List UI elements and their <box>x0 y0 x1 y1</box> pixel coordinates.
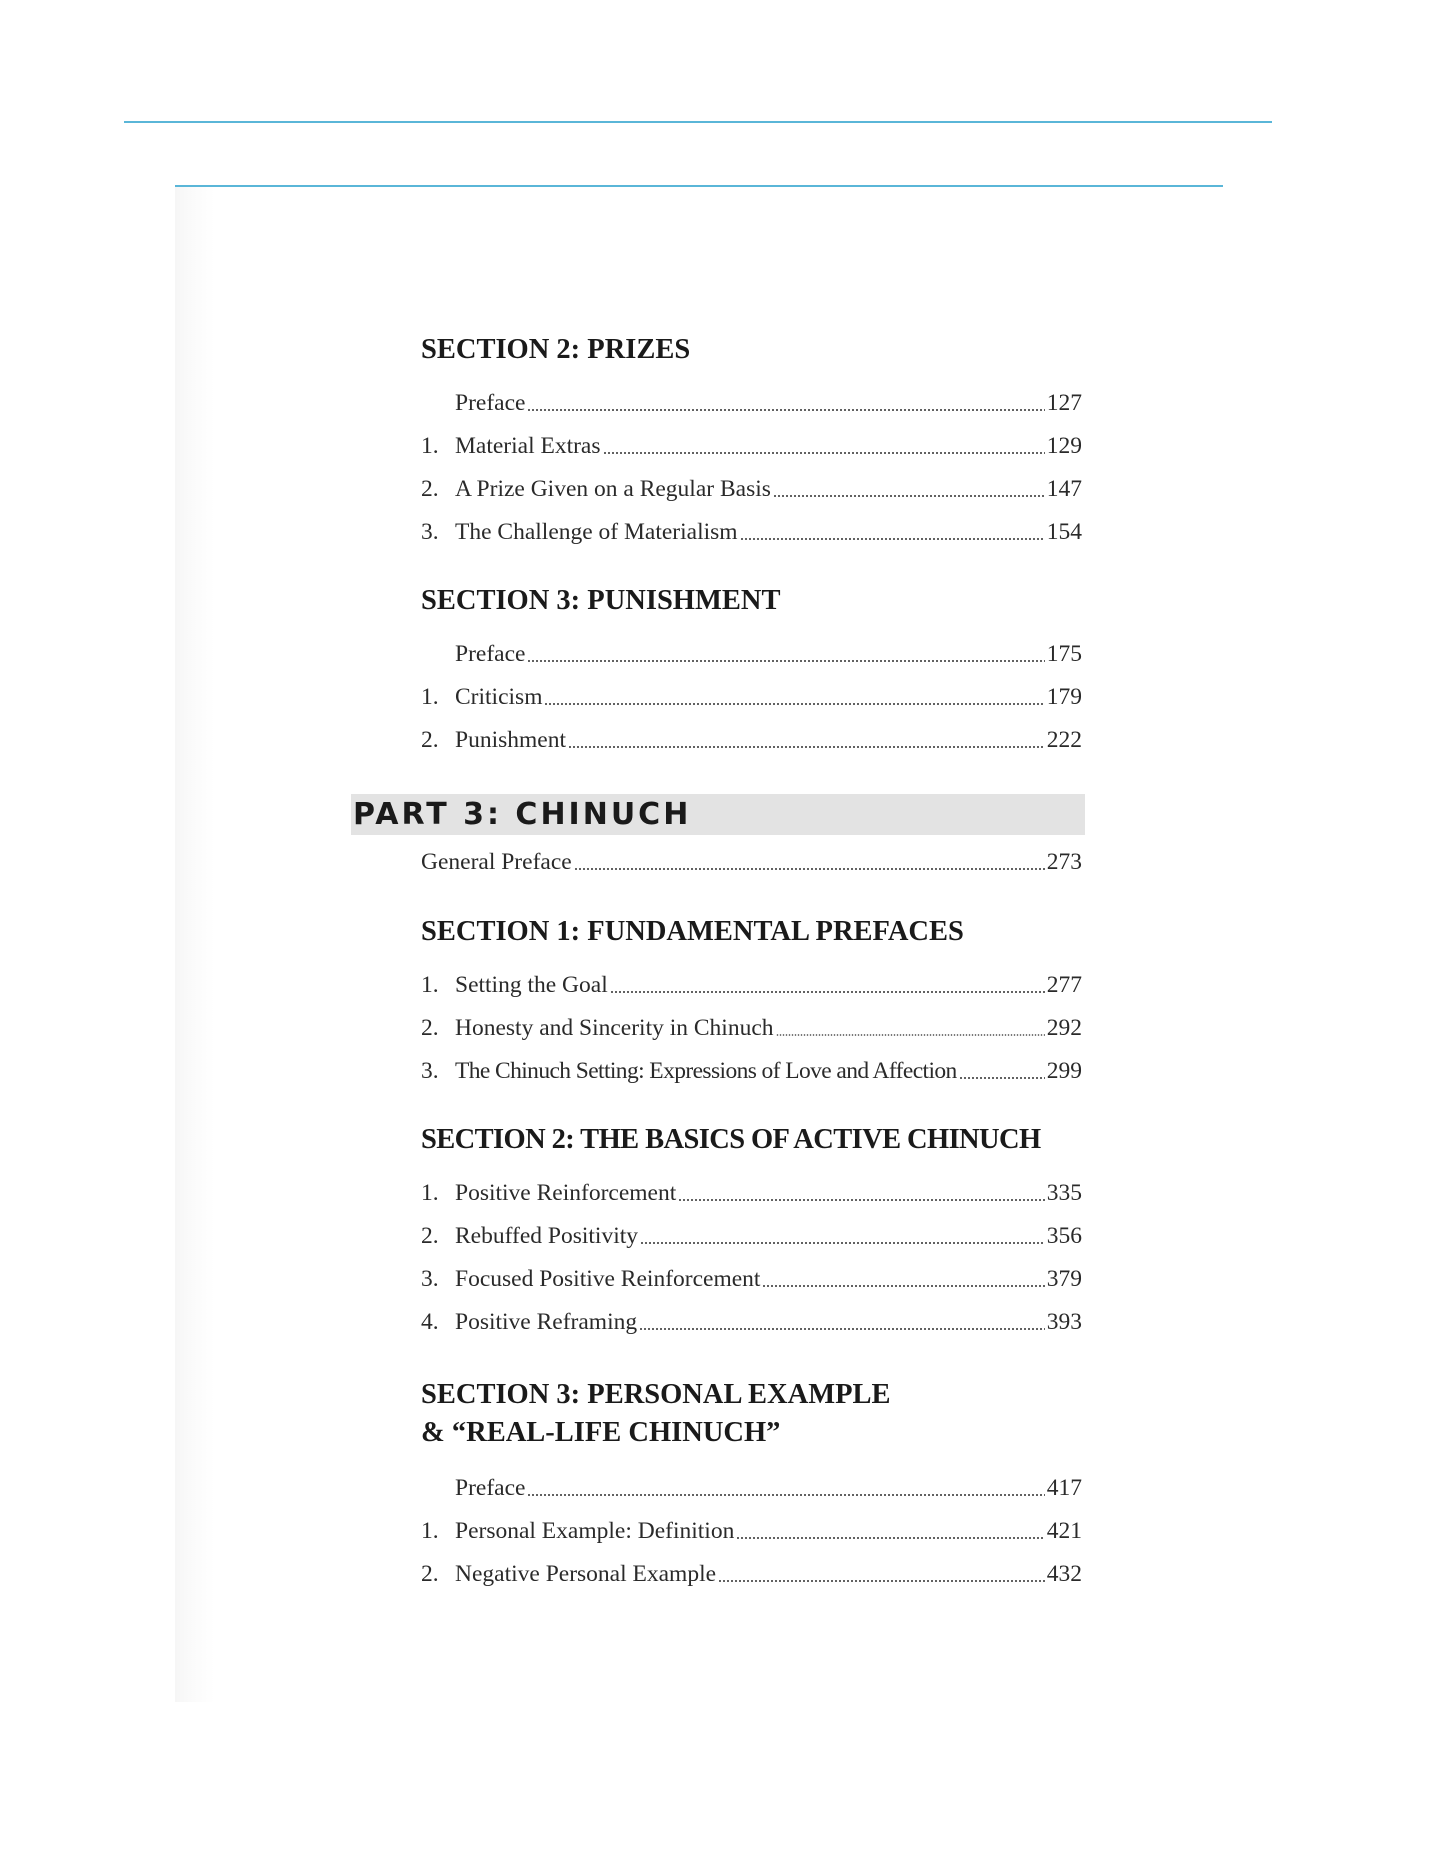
entry-page: 432 <box>1046 1561 1082 1587</box>
entry-title: A Prize Given on a Regular Basis <box>455 476 771 502</box>
entry-title: General Preface <box>421 849 572 875</box>
entry-title: Preface <box>455 641 526 667</box>
entry-page: 277 <box>1046 972 1082 998</box>
toc-entry[interactable] <box>421 1054 1082 1088</box>
entry-number: 3. <box>421 1266 439 1292</box>
toc-entry[interactable] <box>421 1471 1082 1505</box>
entry-page: 154 <box>1046 519 1082 545</box>
section-heading: SECTION 2: THE BASICS OF ACTIVE CHINUCH <box>421 1124 1041 1155</box>
dot-leader <box>640 1219 1045 1253</box>
dot-leader <box>959 1054 1045 1088</box>
entry-page: 292 <box>1046 1015 1082 1041</box>
toc-entry[interactable] <box>421 1514 1082 1548</box>
entry-page: 127 <box>1046 390 1082 416</box>
dot-leader <box>762 1262 1044 1296</box>
entry-title: Preface <box>455 1475 526 1501</box>
dot-leader <box>527 637 1044 671</box>
entry-title: Positive Reinforcement <box>455 1180 677 1206</box>
dot-leader <box>718 1557 1045 1591</box>
section-heading: SECTION 1: FUNDAMENTAL PREFACES <box>421 916 964 947</box>
entry-number: 1. <box>421 1518 439 1544</box>
entry-number: 4. <box>421 1309 439 1335</box>
toc-entry[interactable] <box>421 1176 1082 1210</box>
dot-leader <box>574 845 1045 879</box>
entry-title: Honesty and Sincerity in Chinuch <box>455 1015 774 1041</box>
dot-leader <box>639 1305 1045 1339</box>
entry-page: 335 <box>1046 1180 1082 1206</box>
entry-title: The Chinuch Setting: Expressions of Love and Affection <box>455 1058 957 1084</box>
entry-title: Personal Example: Definition <box>455 1518 735 1544</box>
entry-page: 175 <box>1046 641 1082 667</box>
toc-entry[interactable] <box>421 515 1082 549</box>
entry-title: Preface <box>455 390 526 416</box>
entry-number: 3. <box>421 519 439 545</box>
dot-leader <box>678 1176 1045 1210</box>
dot-leader <box>527 1471 1044 1505</box>
entry-title: Positive Reframing <box>455 1309 638 1335</box>
toc-entry[interactable] <box>421 845 1082 879</box>
section-heading: SECTION 2: PRIZES <box>421 334 691 365</box>
entry-title: Material Extras <box>455 433 601 459</box>
toc-entry[interactable] <box>421 1219 1082 1253</box>
entry-page: 129 <box>1046 433 1082 459</box>
toc-entry[interactable] <box>421 1011 1082 1045</box>
entry-page: 273 <box>1046 849 1082 875</box>
dot-leader <box>736 1514 1044 1548</box>
toc-entry[interactable] <box>421 429 1082 463</box>
toc-entry[interactable] <box>421 1262 1082 1296</box>
entry-number: 2. <box>421 727 439 753</box>
entry-page: 393 <box>1046 1309 1082 1335</box>
entry-number: 1. <box>421 972 439 998</box>
toc-entry[interactable] <box>421 1305 1082 1339</box>
entry-page: 356 <box>1046 1223 1082 1249</box>
entry-title: Rebuffed Positivity <box>455 1223 638 1249</box>
entry-number: 1. <box>421 433 439 459</box>
entry-title: Criticism <box>455 684 543 710</box>
entry-page: 421 <box>1046 1518 1082 1544</box>
toc-entry[interactable] <box>421 472 1082 506</box>
section-heading: SECTION 3: PUNISHMENT <box>421 585 781 616</box>
entry-number: 1. <box>421 1180 439 1206</box>
section-heading-continued: & “REAL-LIFE CHINUCH” <box>421 1417 781 1448</box>
entry-number: 2. <box>421 476 439 502</box>
entry-number: 3. <box>421 1058 439 1084</box>
entry-title: Negative Personal Example <box>455 1561 717 1587</box>
dot-leader <box>568 723 1045 757</box>
entry-title: The Challenge of Materialism <box>455 519 738 545</box>
entry-page: 379 <box>1046 1266 1082 1292</box>
dot-leader <box>603 429 1045 463</box>
entry-title: Focused Positive Reinforcement <box>455 1266 761 1292</box>
toc-entry[interactable] <box>421 386 1082 420</box>
dot-leader <box>776 1011 1045 1045</box>
entry-page: 222 <box>1046 727 1082 753</box>
toc-entry[interactable] <box>421 723 1082 757</box>
entry-title: Punishment <box>455 727 566 753</box>
entry-page: 147 <box>1046 476 1082 502</box>
entry-number: 2. <box>421 1561 439 1587</box>
toc-entry[interactable] <box>421 1557 1082 1591</box>
toc-entry[interactable] <box>421 680 1082 714</box>
toc-entry[interactable] <box>421 968 1082 1002</box>
entry-number: 1. <box>421 684 439 710</box>
dot-leader <box>527 386 1044 420</box>
dot-leader <box>773 472 1045 506</box>
dot-leader <box>544 680 1044 714</box>
toc-entry[interactable] <box>421 637 1082 671</box>
entry-number: 2. <box>421 1015 439 1041</box>
entry-page: 179 <box>1046 684 1082 710</box>
entry-number: 2. <box>421 1223 439 1249</box>
part-heading: PART 3: CHINUCH <box>353 797 692 832</box>
entry-page: 299 <box>1046 1058 1082 1084</box>
entry-page: 417 <box>1046 1475 1082 1501</box>
dot-leader <box>740 515 1045 549</box>
entry-title: Setting the Goal <box>455 972 608 998</box>
dot-leader <box>610 968 1045 1002</box>
section-heading: SECTION 3: PERSONAL EXAMPLE <box>421 1379 891 1410</box>
